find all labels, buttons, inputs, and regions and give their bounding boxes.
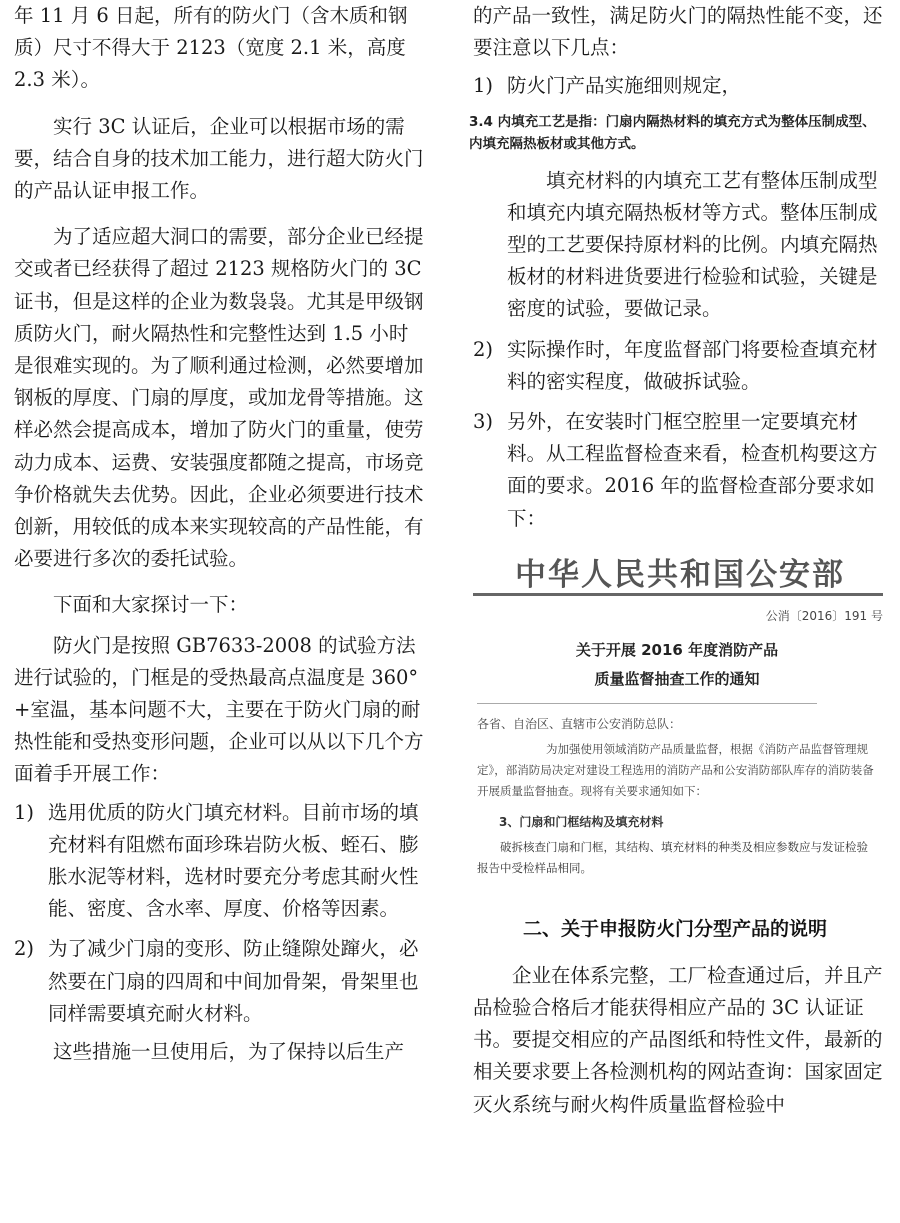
paragraph-discussion-intro: 下面和大家探讨一下： bbox=[53, 593, 249, 617]
header-rule bbox=[473, 593, 883, 596]
scanned-notice bbox=[467, 543, 887, 898]
notice-addressee: 各省、自治区、直辖市公安消防总队： bbox=[477, 716, 682, 731]
list-number: 3) bbox=[473, 410, 494, 434]
list-number: 1) bbox=[473, 74, 494, 98]
list-number: 1) bbox=[14, 800, 35, 824]
notice-header: 中华人民共和国公安部 bbox=[515, 556, 845, 593]
list-item-frame-skeleton bbox=[14, 933, 426, 1030]
list-text: 防火门产品实施细则规定， bbox=[507, 74, 742, 98]
paragraph-3c-certification: 实行 3C 认证后，企业可以根据市场的需要，结合自身的技术加工能力，进行超大防火门的产品认证申报工作。 bbox=[14, 114, 424, 203]
list-item-frame-cavity bbox=[473, 406, 888, 535]
list-item-rules bbox=[473, 70, 888, 102]
notice-title-line1: 关于开展 2016 年度消防产品 bbox=[575, 640, 779, 659]
list-item-density-check bbox=[473, 334, 888, 398]
section-heading: 二、关于申报防火门分型产品的说明 bbox=[523, 917, 828, 940]
paragraph-filling-process: 填充材料的内填充工艺有整体压制成型和填充内填充隔热板材等方式。整体压制成型的工艺要保持原材料的比例。内填充隔热板材的材料进货要进行检验和试验，关键是密度的试验，要做记录。 bbox=[507, 168, 878, 321]
quote-clause-3-4: 3.4 内填充工艺是指：门扇内隔热材料的填充方式为整体压制成型、内填充隔热板材或其他方式。 bbox=[469, 113, 876, 152]
title-rule bbox=[477, 703, 817, 704]
list-text: 另外，在安装时门框空腔里一定要填充材料。从工程监督检查来看，检查机构要这方面的要求。2016 年的监督检查部分要求如下： bbox=[507, 410, 878, 530]
right-column bbox=[469, 0, 888, 1121]
list-text: 为了减少门扇的变形、防止缝隙处蹿火，必然要在门扇的四周和中间加骨架，骨架里也同样需要填充耐火材料。 bbox=[48, 937, 419, 1025]
list-item-filling-material bbox=[14, 797, 426, 926]
notice-item-3-body: 破拆核查门扇和门框，其结构、填充材料的种类及相应参数应与发证检验报告中受检样品相同。 bbox=[477, 839, 868, 875]
paragraph-size-limit: 年 11 月 6 日起，所有的防火门（含木质和钢质）尺寸不得大于 2123（宽度 2.1 米，高度 2.3 米）。 bbox=[14, 4, 408, 92]
list-text: 实际操作时，年度监督部门将要检查填充材料的密实程度，做破拆试验。 bbox=[507, 337, 878, 393]
list-number: 2) bbox=[14, 937, 35, 961]
list-number: 2) bbox=[473, 337, 494, 361]
notice-number: 公消〔2016〕191 号 bbox=[765, 608, 883, 623]
paragraph-certification-process: 企业在体系完整，工厂检查通过后，并且产品检验合格后才能获得相应产品的 3C 认证证书。要提交相应的产品图纸和特性文件，最新的相关要求要上各检测机构的网站查询：国家固定灭火系统与耐火构件质量监督检验中 bbox=[473, 963, 883, 1116]
notice-title-line2: 质量监督抽查工作的通知 bbox=[594, 669, 760, 688]
paragraph-test-method: 防火门是按照 GB7633-2008 的试验方法进行试验的，门框是的受热最高点温度是 360°+室温，基本问题不大，主要在于防火门扇的耐热性能和受热变形问题，企业可以从以下几个方面着手开展工作： bbox=[14, 633, 424, 786]
notice-item-3: 3、门扇和门框结构及填充材料 bbox=[499, 814, 664, 829]
paragraph-consistency: 的产品一致性，满足防火门的隔热性能不变，还要注意以下几点： bbox=[473, 4, 883, 60]
notice-body: 为加强使用领域消防产品质量监督，根据《消防产品监督管理规定》，部消防局决定对建设工程选用的消防产品和公安消防部队库存的消防装备开展质量监督抽查。现将有关要求通知如下： bbox=[477, 741, 874, 798]
list-text: 选用优质的防火门填充材料。目前市场的填充材料有阻燃布面珍珠岩防火板、蛭石、膨胀水泥等材料，选材时要充分考虑其耐火性能、密度、含水率、厚度、价格等因素。 bbox=[48, 800, 419, 921]
paragraph-oversize-doors: 为了适应超大洞口的需要，部分企业已经提交或者已经获得了超过 2123 规格防火门的 3C 证书，但是这样的企业为数袅袅。尤其是甲级钢质防火门，耐火隔热性和完整性达到 1.5 小时是很难实现的。为了顺利通过检测，必然要增加钢板的厚度、门扇的厚度，或加龙骨等措施。这样必然会提高成本，增加了防火门的重量，使劳动力成本、运费、安装强度都随之提高，市场竞争价格就失去优势。因此，企业必须要进行技术创新，用较低的成本来实现较高的产品性能，有必要进行多次的委托试验。 bbox=[14, 225, 424, 571]
paragraph-measures: 这些措施一旦使用后，为了保持以后生产 bbox=[53, 1040, 405, 1064]
left-column bbox=[14, 0, 426, 1068]
